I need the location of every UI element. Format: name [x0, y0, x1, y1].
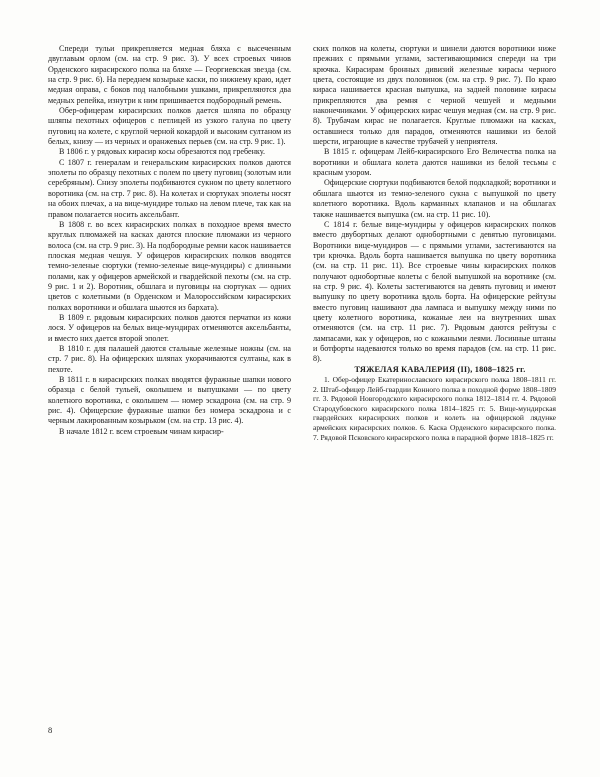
paragraph: С 1807 г. генералам и генеральским кирасирских полков даются эполеты по образцу пехотных с полем по цвету пуговиц (золотым или серебряным). Снизу эполеты подбиваются сукном по цвету колетного воротника (см. на стр. 7 рис. 8). На колетах и сюртуках эполеты носят на обоих плечах, а на вице-мундире только на левом плече, так как на правом полагается носить аксельбант.	[48, 157, 291, 219]
right-text-column	[313, 44, 556, 704]
plate-figure-caption: 1. Обер-офицер Екатеринославского кирасирского полка 1808–1811 гг. 2. Штаб-офицер Лейб-гвардии Конного полка в походной форме 1808–1809 гг. 3. Рядовой Новгородского кирасирского полка 1812–1814 гг. 4. Рядовой Стародубовского кирасирского полка 1814–1825 гг. 5. Вице-мундирская гвардейских кирасирских полков и колеть на офицерской лядунке армейских кирасирских полков. 6. Каска Орденского кирасирского полка. 7. Рядовой Псковского кирасирского полка в парадной форме 1818–1825 гг.	[313, 375, 556, 442]
paragraph: Спереди тульи прикрепляется медная бляха с высеченным двуглавым орлом (см. на стр. 9 рис. 3). У всех строевых чинов Орденского кирасирского полка на бляхе — Георгиевская звезда (см. на стр. 9 рис. 6). На переднем козырьке каски, по нижнему краю, идет медная оправа, с боков под налобными ушками, прикрепляются два медных репейка, изнутри к ним пришивается подбородный ремень.	[48, 44, 291, 105]
paragraph: В 1811 г. в кирасирских полках вводятся фуражные шапки нового образца с белой тульей, околышем и выпушками — по цвету колетного воротника, с околышем — номер эскадрона (см. на стр. 9 рис. 4). Офицерские фуражные шапки без номера эскадрона и с черным лакированным козырьком (см. на стр. 13 рис. 4).	[48, 375, 291, 426]
paragraph: В 1815 г. офицерам Лейб-кирасирского Его Величества полка на воротники и обшлага колета даются нашивки из белой тесьмы с красным узором.	[313, 147, 556, 178]
paragraph: Офицерские сюртуки подбиваются белой подкладкой; воротники и обшлага шьются из темно-зеленого сукна с выпушкой по цвету колетного воротника. Вдоль карманных клапанов и на обшлагах также нашивается выпушка (см. на стр. 11 рис. 10).	[313, 178, 556, 219]
paragraph: В 1809 г. рядовым кирасирских полков даются перчатки из кожи лося. У офицеров на белых вице-мундирах отменяются аксельбанты, и вместо них дается второй эполет.	[48, 312, 291, 343]
plate-section-title: ТЯЖЕЛАЯ КАВАЛЕРИЯ (II), 1808–1825 гг.	[354, 364, 526, 374]
paragraph: В 1810 г. для палашей даются стальные железные ножны (см. на стр. 7 рис. 8). На офицерских шляпах укорачиваются султаны, как в пехоте.	[48, 343, 291, 374]
paragraph: В 1806 г. у рядовых кирасир косы обрезаются под гребенку.	[59, 147, 266, 157]
paragraph: Обер-офицерам кирасирских полков дается шляпа по образцу шляпы пехотных офицеров с петлицей из узкого галуна по цвету пуговиц на колете, с круглой черной кокардой и высоким султаном из белых, книзу — из черных и оранжевых перьев (см. на стр. 9 рис. 1).	[48, 106, 291, 147]
paragraph: В начале 1812 г. всем строевым чинам кирасир-	[59, 426, 224, 436]
paragraph: С 1814 г. белые вице-мундиры у офицеров кирасирских полков вместо двубортных делают однобортными с девятью пуговицами. Воротники вице-мундиров — с прямыми углами, застегиваются на три крючка. Вдоль борта нашивается выпушка по цвету воротника (см. на стр. 11 рис. 11). Все строевые чины кирасирских полков получают однобортные колеты с белой выпушкой на воротнике (см. на стр. 9 рис. 4). Колеты застегиваются на девять пуговиц и имеют выпушку по цвету воротника вдоль борта. На офицерские рейтузы вместо пуговиц нашивают два лампаса и выпушку между ними по цвету колетного воротника, кожаные леи на внутренних швах отменяются (см. на стр. 11 рис. 7). Рядовым даются рейтузы с лампасами, как у офицеров, но с кожаными леями. Лосинные штаны и ботфорты надеваются только во время парадов (см. на стр. 11 рис. 8).	[313, 219, 556, 364]
paragraph: В 1808 г. во всех кирасирских полках в походное время вместо круглых плюмажей на касках даются плоские плюмажи из черного волоса (см. на стр. 9 рис. 3). На подбородные ремни касок нашивается плоская медная чешуя. У офицеров кирасирских полков вводятся темно-зеленые сюртуки (темно-зеленые вице-мундиры) с длинными полами, как у офицеров армейской и гвардейской пехоты (см. на стр. 9 рис. 1 и 2). Воротник, обшлага и пуговицы на сюртуках — одних цветов с колетными (в Орденском и Малороссийском кирасирских полках воротники и обшлага шьются из бархата).	[48, 219, 291, 312]
paragraph: ских полков на колеты, сюртуки и шинели даются воротники ниже прежних с прямыми углами, застегивающимися спереди на три крючка. Кирасирам бронных дивизий железные кирасы черного цвета, состоящие из двух половинок (см. на стр. 9 рис. 7). По краю кираса нашивается красная выпушка, на задней половине кирасы прикрепляются два ремня с черной чешуей и медными наконечниками. У офицерских кирас чешуя медная (см. на стр. 9 рис. 8). Трубачам кирас не полагается. Круглые плюмажи на касках, оставшиеся только для парадов, отменяются нашивки из белой шерсти, играющие в качестве трубачей у неприятеля.	[313, 44, 556, 147]
left-text-column	[48, 44, 291, 704]
page-number: 8	[48, 726, 53, 735]
two-column-text-body	[48, 44, 556, 704]
